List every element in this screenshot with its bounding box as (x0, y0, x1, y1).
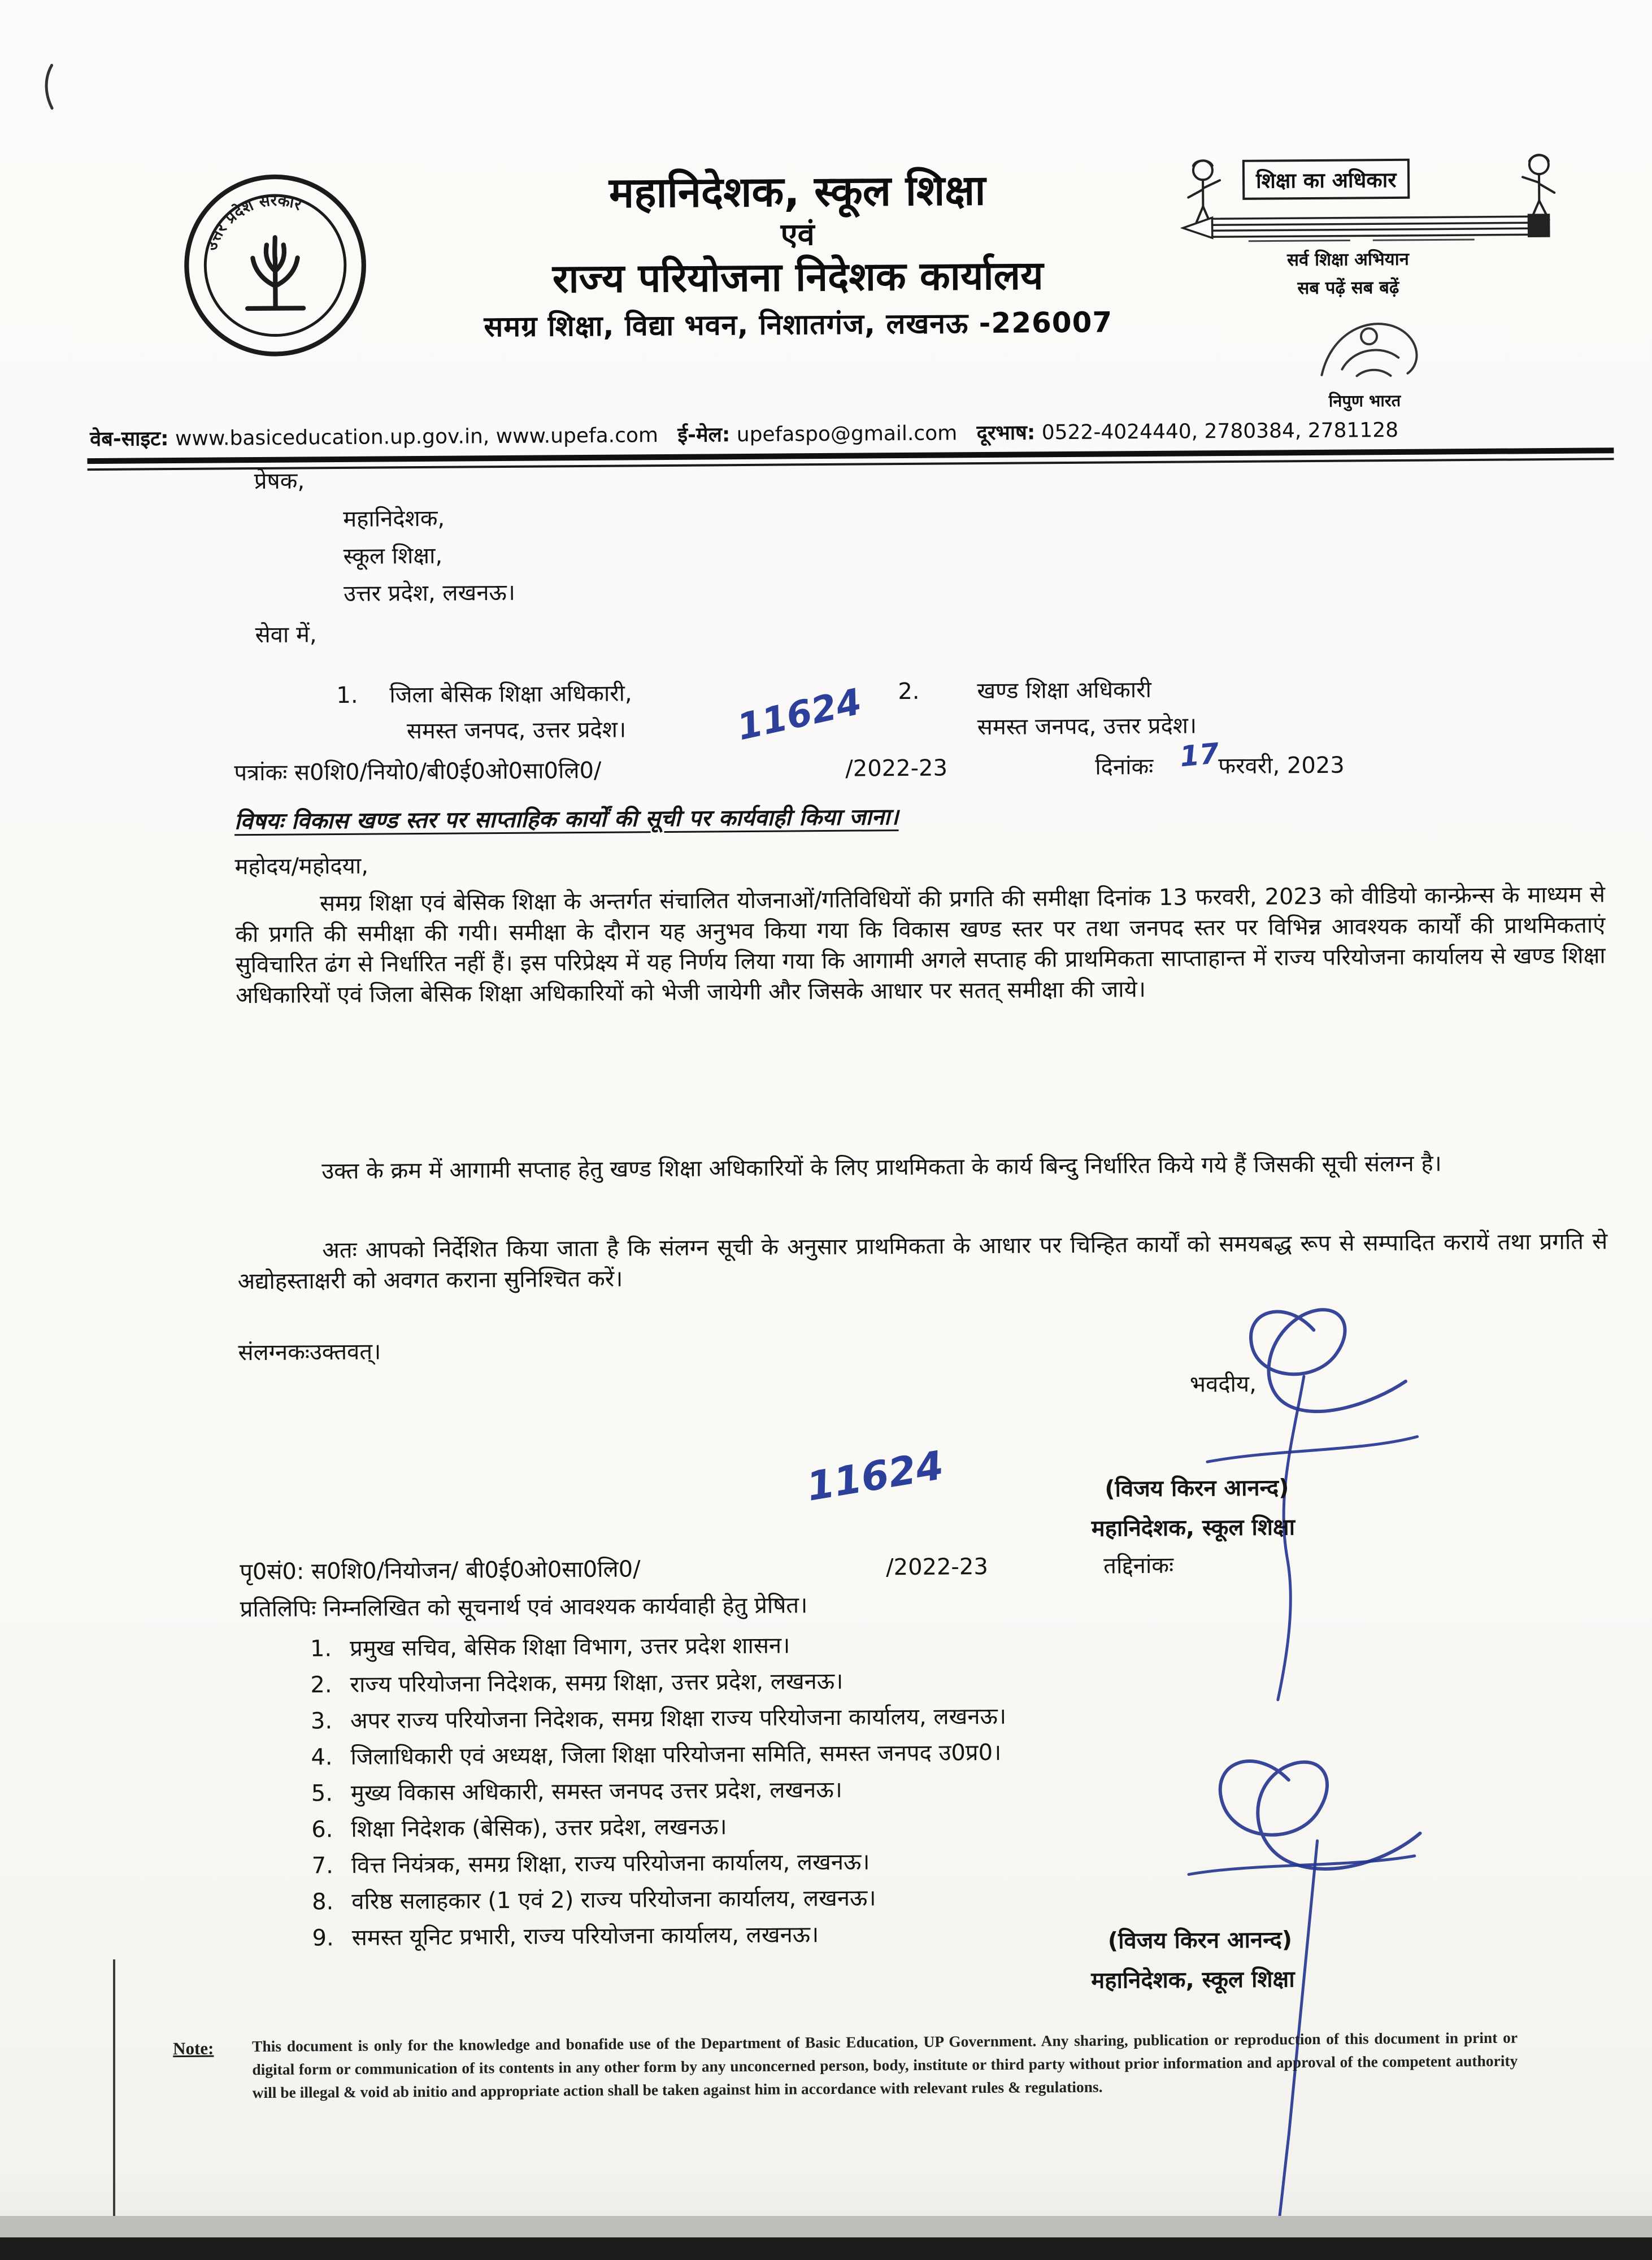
copy-recipient-3 (299, 1698, 1006, 1740)
signatory-name-1: (विजय किरन आनन्द) (1105, 1475, 1289, 1502)
copy-recipient-2-text: राज्य परियोजना निदेशक, समग्र शिक्षा, उत्तर प्रदेश, लखनऊ। (350, 1668, 844, 1698)
rte-slogan-text: सब पढ़ें सब बढ़ें (1297, 277, 1399, 299)
copy-recipient-4 (299, 1735, 1006, 1776)
copy-recipient-6 (300, 1807, 1007, 1848)
copy-recipient-8-number: 8. (311, 1889, 334, 1915)
addressee-1-line1: जिला बेसिक शिक्षा अधिकारी, (389, 680, 632, 709)
emblem-tree-icon (247, 237, 303, 308)
letterhead-contact-line (90, 414, 1581, 452)
copy-recipient-5-text: मुख्य विकास अधिकारी, समस्त जनपद उत्तर प्रदेश, लखनऊ। (350, 1776, 842, 1806)
letterhead-address: समग्र शिक्षा, विद्या भवन, निशातगंज, लखनऊ -226007 (484, 306, 1113, 344)
from-line-3: उत्तर प्रदेश, लखनऊ। (343, 579, 516, 607)
copy-recipient-3-text: अपर राज्य परियोजना निदेशक, समग्र शिक्षा राज्य परियोजना कार्यालय, लखनऊ। (350, 1703, 1007, 1734)
copy-intro: प्रतिलिपिः निम्नलिखित को सूचनार्थ एवं आवश्यक कार्यवाही हेतु प्रेषित। (240, 1592, 808, 1623)
phone-value: 0522-4024440, 2780384, 2781128 (1041, 418, 1399, 445)
signatory-title-1: महानिदेशक, स्कूल शिक्षा (1091, 1514, 1295, 1542)
copy-recipient-7-number: 7. (311, 1853, 334, 1879)
enclosure-line: संलग्नकःउक्तवत्। (238, 1338, 381, 1366)
email-label: ई-मेल: (677, 423, 731, 447)
copy-recipient-4-number: 4. (311, 1744, 333, 1771)
from-line-1: महानिदेशक, (343, 505, 445, 532)
copy-recipient-6-number: 6. (311, 1816, 333, 1843)
date-rest: फरवरी, 2023 (1218, 752, 1345, 780)
handwritten-date-day: 17 (1178, 737, 1221, 773)
letterhead-title-2: एवं (780, 216, 815, 253)
body-paragraph-3: अतः आपको निर्देशित किया जाता है कि संलग्न सूची के अनुसार प्राथमिकता के आधार पर चिन्हित कार्यों को समयबद्ध रूप से सम्पादित करायें तथा प्रगति से अद्योहस्ताक्षरी को अवगत कराना सुनिश्चित करें। (237, 1228, 1608, 1295)
copy-recipient-1-text: प्रमुख सचिव, बेसिक शिक्षा विभाग, उत्तर प्रदेश शासन। (350, 1632, 790, 1662)
copy-recipient-1 (299, 1626, 1006, 1667)
from-label: प्रेषक, (254, 468, 305, 495)
copy-recipient-2 (299, 1662, 1006, 1703)
rte-title-box: शिक्षा का अधिकार (1242, 159, 1410, 200)
date-label: दिनांकः (1095, 753, 1154, 780)
signature-1 (1020, 1289, 1531, 1733)
addressee-2-number: 2. (898, 678, 920, 705)
scan-bottom-dark-strip (0, 2237, 1652, 2260)
ref-year: /2022-23 (845, 755, 948, 782)
copy-recipient-7-text: वित्त नियंत्रक, समग्र शिक्षा, राज्य परियोजना कार्यालय, लखनऊ। (351, 1849, 870, 1879)
copy-recipient-9-number: 9. (312, 1925, 334, 1952)
copy-recipient-9-text: समस्त यूनिट प्रभारी, राज्य परियोजना कार्यालय, लखनऊ। (351, 1922, 819, 1951)
up-government-emblem (181, 172, 369, 359)
ref-number-label: पत्रांकः स0शि0/नियो0/बी0ई0ओ0सा0लि0/ (234, 757, 602, 786)
from-line-2: स्कूल शिक्षा, (343, 542, 443, 570)
footer-note-text: This document is only for the knowledge and bonafide use of the Department of Basic Education, UP Government. Any sharing, publication or reproduction of this document in print or digital form or communication of its contents in any other form by any unconcerned person, body, institute or third party without prior information and approval of the competent authority will be illegal & void ab initio and appropriate action shall be taken against him in accordance with relevant rules & regulations. (251, 2028, 1518, 2102)
scan-edge-vertical-line (113, 1959, 115, 2225)
salutation: महोदय/महोदया, (234, 853, 369, 880)
phone-label: दूरभाष: (976, 421, 1036, 445)
subject-line: विषयः विकास खण्ड स्तर पर साप्ताहिक कार्यों की सूची पर कार्यवाही किया जाना। (234, 804, 899, 835)
copy-recipient-6-text: शिक्षा निदेशक (बेसिक), उत्तर प्रदेश, लखनऊ। (351, 1814, 727, 1842)
copy-recipient-4-text: जिलाधिकारी एवं अध्यक्ष, जिला शिक्षा परियोजना समिति, समस्त जनपद उ0प्र0। (350, 1739, 1002, 1770)
addressee-1-line2: समस्त जनपद, उत्तर प्रदेश। (406, 716, 627, 745)
website-value: www.basiceducation.up.gov.in, www.upefa.com (175, 424, 659, 451)
scan-bottom-grey-strip (0, 2216, 1652, 2240)
closing-word: भवदीय, (1189, 1371, 1257, 1398)
body-paragraph-2: उक्त के क्रम में आगामी सप्ताह हेतु खण्ड शिक्षा अधिकारियों के लिए प्राथमिकता के कार्य बिन्दु निर्धारित किये गये हैं जिसकी सूची संलग्न है। (321, 1150, 1442, 1185)
letterhead (357, 164, 1239, 346)
website-label: वेब-साइट: (90, 427, 169, 451)
copy-recipient-3-number: 3. (310, 1708, 333, 1735)
handwritten-dispatch-number-1: 11624 (733, 681, 866, 749)
signatory-title-2: महानिदेशक, स्कूल शिक्षा (1091, 1966, 1295, 1994)
copy-recipient-8-text: वरिष्ठ सलाहकार (1 एवं 2) राज्य परियोजना कार्यालय, लखनऊ। (351, 1885, 876, 1915)
copy-recipient-9 (301, 1915, 1008, 1957)
nipun-bharat-icon (1308, 301, 1433, 392)
stray-pen-mark (40, 62, 63, 112)
copy-date-label: तद्दिनांकः (1103, 1552, 1174, 1579)
letterhead-title-1: महानिदेशक, स्कूल शिक्षा (608, 166, 986, 218)
nipun-bharat-label: निपुण भारत (1328, 390, 1401, 411)
copy-recipient-7 (301, 1843, 1007, 1884)
signatory-name-2: (विजय किरन आनन्द) (1107, 1927, 1293, 1954)
emblem-arc-text: उत्तर प्रदेश सरकार (201, 190, 305, 253)
addressee-1-number: 1. (336, 682, 358, 709)
copy-ref-year: /2022-23 (886, 1554, 988, 1581)
body-paragraph-1: समग्र शिक्षा एवं बेसिक शिक्षा के अन्तर्गत संचालित योजनाओं/गतिविधियों की प्रगति की समीक्षा दिनांक 13 फरवरी, 2023 को वीडियो कान्फ्रेन्स के माध्यम से की प्रगति की समीक्षा की गयी। समीक्षा के दौरान यह अनुभव किया गया कि विकास खण्ड स्तर पर तथा जनपद स्तर पर विभिन्न आवश्यक कार्यों की प्राथमिकताएं सुविचारित ढंग से निर्धारित नहीं हैं। इस परिप्रेक्ष्य में यह निर्णय लिया गया कि आगामी अगले सप्ताह की प्राथमिकता साप्ताहान्त में राज्य परियोजना कार्यालय से खण्ड शिक्षा अधिकारियों एवं जिला बेसिक शिक्षा अधिकारियों को भेजी जायेगी और जिसके आधार पर सतत् समीक्षा की जाये। (235, 881, 1606, 1009)
copy-recipient-5-number: 5. (311, 1780, 333, 1807)
footer-note-label: Note: (172, 2038, 214, 2059)
copy-recipient-1-number: 1. (310, 1636, 332, 1662)
copy-recipient-list (299, 1626, 1008, 1957)
to-label: सेवा में, (255, 621, 317, 649)
copy-recipient-5 (300, 1771, 1007, 1812)
email-value: upefaspo@gmail.com (736, 421, 958, 447)
copy-ref-label: पृ0सं0: स0शि0/नियोजन/ बी0ई0ओ0सा0लि0/ (240, 1556, 641, 1585)
addressee-2-line1: खण्ड शिक्षा अधिकारी (977, 676, 1152, 705)
rte-logo-block (1176, 149, 1571, 411)
letterhead-title-3: राज्य परियोजना निदेशक कार्यालय (552, 252, 1044, 302)
addressee-2-line2: समस्त जनपद, उत्तर प्रदेश। (977, 712, 1197, 741)
handwritten-dispatch-number-2: 11624 (803, 1442, 947, 1510)
copy-recipient-8 (301, 1879, 1007, 1920)
pencil-icon (1180, 210, 1562, 244)
rte-ssa-text: सर्व शिक्षा अभियान (1286, 249, 1410, 271)
copy-recipient-2-number: 2. (310, 1672, 332, 1698)
